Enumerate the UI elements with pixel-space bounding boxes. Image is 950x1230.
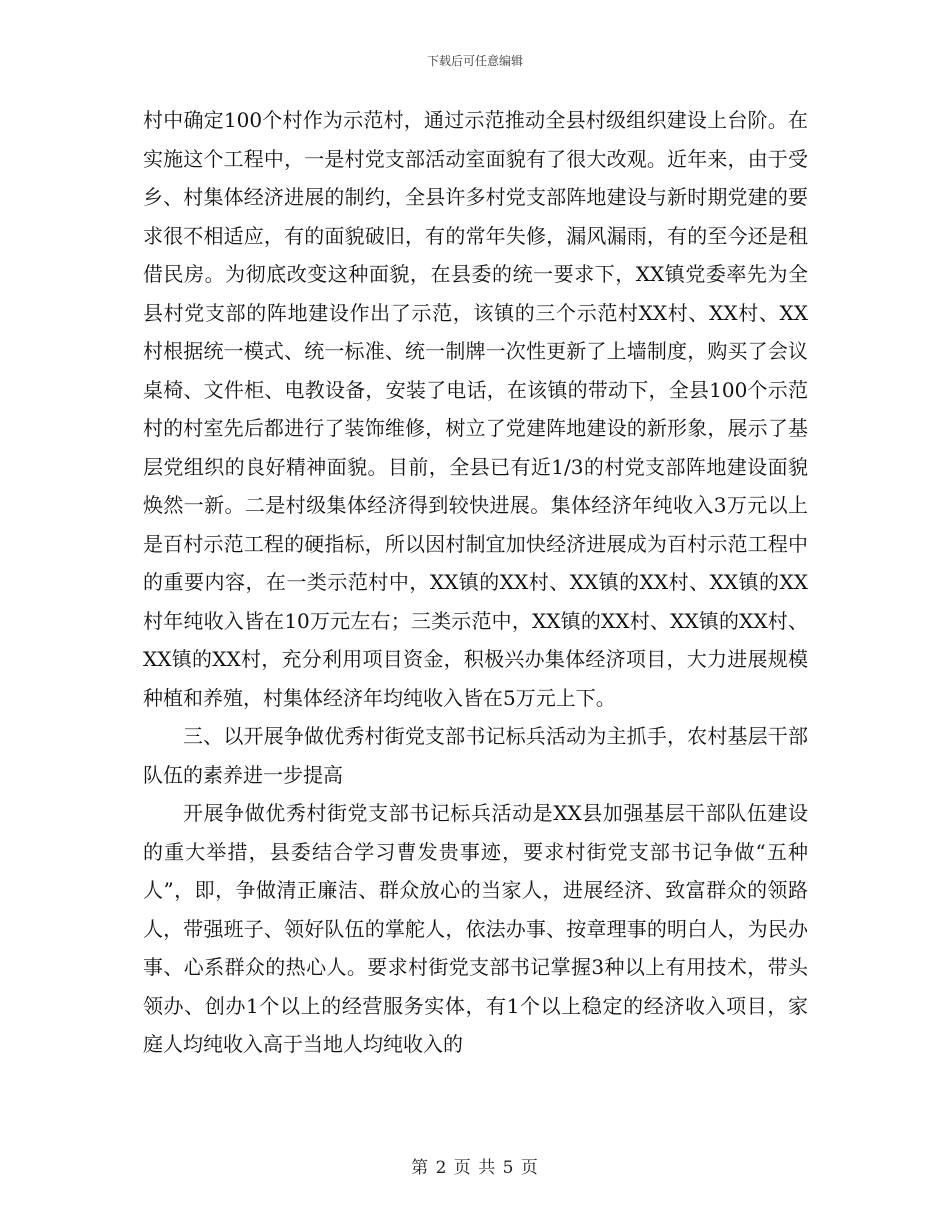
page-number: 第 2 页 共 5 页 xyxy=(411,1158,539,1178)
paragraph-continuation: 村中确定100个村作为示范村，通过示范推动全县村级组织建设上台阶。在实施这个工程中，一是村党支部活动室面貌有了很大改观。近年来，由于受乡、村集体经济进展的制约，全县许多村党支部阵地建设与新时期党建的要求很不相适应，有的面貌破旧，有的常年失修，漏风漏雨，有的至今还是租借民房。为彻底改变这种面貌，在县委的统一要求下，XX镇党委率先为全县村党支部的阵地建设作出了示范，该镇的三个示范村XX村、XX村、XX村根据统一模式、统一标准、统一制牌一次性更新了上墙制度，购买了会议桌椅、文件柜、电教设备，安装了电话，在该镇的带动下，全县100个示范村的村室先后都进行了装饰维修，树立了党建阵地建设的新形象，展示了基层党组织的良好精神面貌。目前，全县已有近1/3的村党支部阵地建设面貌焕然一新。二是村级集体经济得到较快进展。集体经济年纯收入3万元以上是百村示范工程的硬指标，所以因村制宜加快经济进展成为百村示范工程中的重要内容，在一类示范村中，XX镇的XX村、XX镇的XX村、XX镇的XX村年纯收入皆在10万元左右；三类示范中，XX镇的XX村、XX镇的XX村、XX镇的XX村，充分利用项目资金，积极兴办集体经济项目，大力进展规模种植和养殖，村集体经济年均纯收入皆在5万元上下。 xyxy=(143,108,808,710)
paragraph-section-3-body: 开展争做优秀村街党支部书记标兵活动是XX县加强基层干部队伍建设的重大举措，县委结合学习曹发贵事迹，要求村街党支部书记争做“五种人”，即，争做清正廉洁、群众放心的当家人，进展经济、致富群众的领路人，带强班子、领好队伍的掌舵人，依法办事、按章理事的明白人，为民办事、心系群众的热心人。要求村街党支部书记掌握3种以上有用技术，带头领办、创办1个以上的经营服务实体，有1个以上稳定的经济收入项目，家庭人均纯收入高于当地人均纯收入的 xyxy=(143,801,808,1056)
document-body xyxy=(143,101,808,1064)
page-header: 下载后可任意编辑 xyxy=(426,54,523,68)
section-heading-3: 三、以开展争做优秀村街党支部书记标兵活动为主抓手，农村基层干部队伍的素养进一步提高 xyxy=(143,724,808,787)
